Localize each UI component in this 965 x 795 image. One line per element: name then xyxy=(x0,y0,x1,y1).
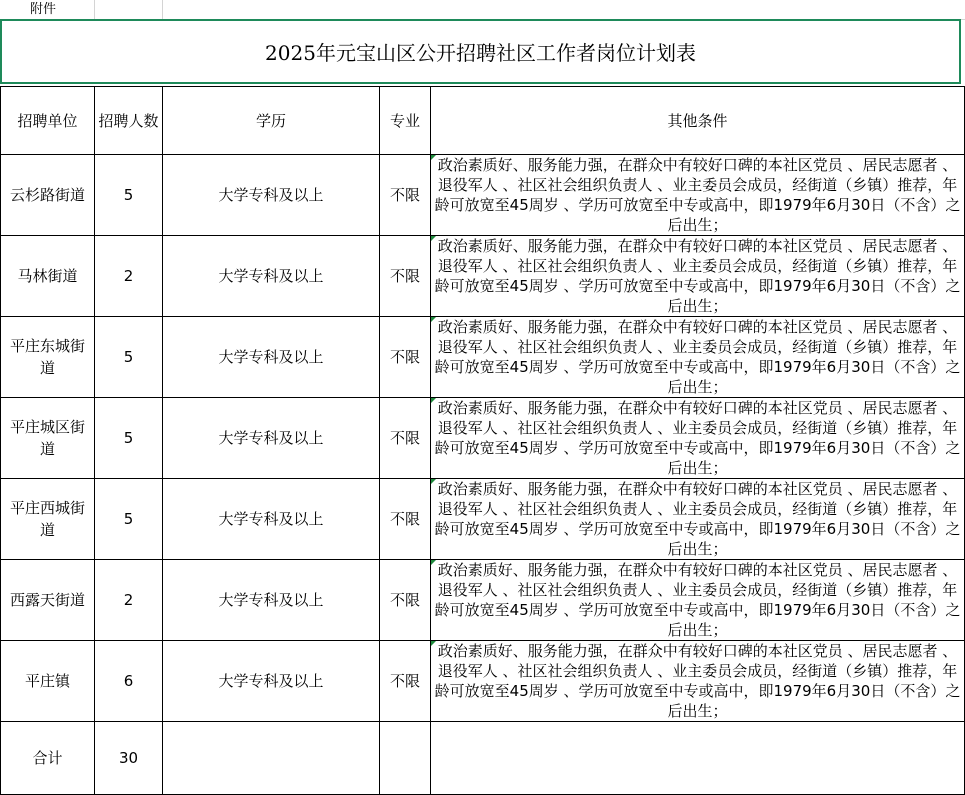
conditions-cell[interactable] xyxy=(431,398,965,479)
conditions-text: 政治素质好、服务能力强，在群众中有较好口碑的本社区党员 、居民志愿者 、退役军人 、社区社会组织负责人 、业主委员会成员，经街道（乡镇）推荐，年龄可放宽至45周岁 、学历可放宽至中专或高中，即1979年6月30日（不含）之后出生； xyxy=(434,561,961,639)
table-header-row xyxy=(1,87,965,155)
table-row xyxy=(1,155,965,236)
count-cell[interactable]: 6 xyxy=(95,641,163,722)
table-row xyxy=(1,479,965,560)
comment-marker-icon xyxy=(431,641,436,646)
gridline xyxy=(162,0,163,19)
conditions-text: 政治素质好、服务能力强，在群众中有较好口碑的本社区党员 、居民志愿者 、退役军人 、社区社会组织负责人 、业主委员会成员，经街道（乡镇）推荐，年龄可放宽至45周岁 、学历可放宽至中专或高中，即1979年6月30日（不含）之后出生； xyxy=(434,237,961,315)
count-cell[interactable]: 5 xyxy=(95,317,163,398)
unit-cell[interactable] xyxy=(1,155,95,236)
education-cell[interactable]: 大学专科及以上 xyxy=(163,641,380,722)
education-cell[interactable]: 大学专科及以上 xyxy=(163,479,380,560)
total-count-cell[interactable]: 30 xyxy=(95,722,163,795)
conditions-cell[interactable] xyxy=(431,236,965,317)
comment-marker-icon xyxy=(431,560,436,565)
comment-marker-icon xyxy=(431,479,436,484)
page-title: 2025年元宝山区公开招聘社区工作者岗位计划表 xyxy=(265,41,696,65)
header-cell-count[interactable]: 招聘人数 xyxy=(95,87,163,155)
title-cell[interactable] xyxy=(0,19,961,84)
header-cell-major[interactable]: 专业 xyxy=(380,87,431,155)
unit-cell[interactable] xyxy=(1,479,95,560)
unit-name: 马林街道 xyxy=(17,267,78,285)
major-cell[interactable]: 不限 xyxy=(380,398,431,479)
attachment-label[interactable]: 附件 xyxy=(30,2,57,17)
education-cell[interactable]: 大学专科及以上 xyxy=(163,236,380,317)
unit-cell[interactable] xyxy=(1,641,95,722)
education-cell[interactable]: 大学专科及以上 xyxy=(163,155,380,236)
gridline xyxy=(94,0,95,19)
count-cell[interactable]: 2 xyxy=(95,236,163,317)
major-cell[interactable]: 不限 xyxy=(380,641,431,722)
empty-cell[interactable] xyxy=(380,722,431,795)
conditions-text: 政治素质好、服务能力强，在群众中有较好口碑的本社区党员 、居民志愿者 、退役军人 、社区社会组织负责人 、业主委员会成员，经街道（乡镇）推荐，年龄可放宽至45周岁 、学历可放宽至中专或高中，即1979年6月30日（不含）之后出生； xyxy=(434,156,961,234)
major-cell[interactable]: 不限 xyxy=(380,317,431,398)
unit-name: 西露天街道 xyxy=(9,591,85,609)
education-cell[interactable]: 大学专科及以上 xyxy=(163,317,380,398)
count-cell[interactable]: 5 xyxy=(95,479,163,560)
major-cell[interactable]: 不限 xyxy=(380,560,431,641)
unit-name: 平庄东城街道 xyxy=(9,337,85,377)
recruitment-plan-table xyxy=(0,86,965,795)
total-label-cell[interactable]: 合计 xyxy=(1,722,95,795)
table-row xyxy=(1,398,965,479)
unit-cell[interactable] xyxy=(1,560,95,641)
conditions-cell[interactable] xyxy=(431,560,965,641)
conditions-text: 政治素质好、服务能力强，在群众中有较好口碑的本社区党员 、居民志愿者 、退役军人 、社区社会组织负责人 、业主委员会成员，经街道（乡镇）推荐，年龄可放宽至45周岁 、学历可放宽至中专或高中，即1979年6月30日（不含）之后出生； xyxy=(434,318,961,396)
conditions-cell[interactable] xyxy=(431,155,965,236)
table-row xyxy=(1,641,965,722)
unit-name: 云杉路街道 xyxy=(9,186,85,204)
count-cell[interactable]: 5 xyxy=(95,398,163,479)
table-row xyxy=(1,236,965,317)
total-row xyxy=(1,722,965,795)
education-cell[interactable]: 大学专科及以上 xyxy=(163,398,380,479)
count-cell[interactable]: 5 xyxy=(95,155,163,236)
comment-marker-icon xyxy=(431,155,436,160)
conditions-cell[interactable] xyxy=(431,479,965,560)
conditions-text: 政治素质好、服务能力强，在群众中有较好口碑的本社区党员 、居民志愿者 、退役军人 、社区社会组织负责人 、业主委员会成员，经街道（乡镇）推荐，年龄可放宽至45周岁 、学历可放宽至中专或高中，即1979年6月30日（不含）之后出生； xyxy=(434,642,961,720)
unit-cell[interactable] xyxy=(1,236,95,317)
conditions-text: 政治素质好、服务能力强，在群众中有较好口碑的本社区党员 、居民志愿者 、退役军人 、社区社会组织负责人 、业主委员会成员，经街道（乡镇）推荐，年龄可放宽至45周岁 、学历可放宽至中专或高中，即1979年6月30日（不含）之后出生； xyxy=(434,480,961,558)
unit-cell[interactable] xyxy=(1,317,95,398)
education-cell[interactable]: 大学专科及以上 xyxy=(163,560,380,641)
header-cell-conditions[interactable]: 其他条件 xyxy=(431,87,965,155)
comment-marker-icon xyxy=(431,236,436,241)
unit-name: 平庄镇 xyxy=(24,672,70,690)
count-cell[interactable]: 2 xyxy=(95,560,163,641)
unit-name: 平庄城区街道 xyxy=(9,418,85,458)
major-cell[interactable]: 不限 xyxy=(380,236,431,317)
table-row xyxy=(1,317,965,398)
sheet-top-row xyxy=(0,0,965,19)
table-row xyxy=(1,560,965,641)
comment-marker-icon xyxy=(431,398,436,403)
conditions-cell[interactable] xyxy=(431,641,965,722)
empty-cell[interactable] xyxy=(431,722,965,795)
major-cell[interactable]: 不限 xyxy=(380,479,431,560)
header-cell-unit[interactable]: 招聘单位 xyxy=(1,87,95,155)
major-cell[interactable]: 不限 xyxy=(380,155,431,236)
comment-marker-icon xyxy=(431,317,436,322)
empty-cell[interactable] xyxy=(163,722,380,795)
unit-name: 平庄西城街道 xyxy=(9,499,85,539)
unit-cell[interactable] xyxy=(1,398,95,479)
conditions-cell[interactable] xyxy=(431,317,965,398)
header-cell-education[interactable]: 学历 xyxy=(163,87,380,155)
conditions-text: 政治素质好、服务能力强，在群众中有较好口碑的本社区党员 、居民志愿者 、退役军人 、社区社会组织负责人 、业主委员会成员，经街道（乡镇）推荐，年龄可放宽至45周岁 、学历可放宽至中专或高中，即1979年6月30日（不含）之后出生； xyxy=(434,399,961,477)
